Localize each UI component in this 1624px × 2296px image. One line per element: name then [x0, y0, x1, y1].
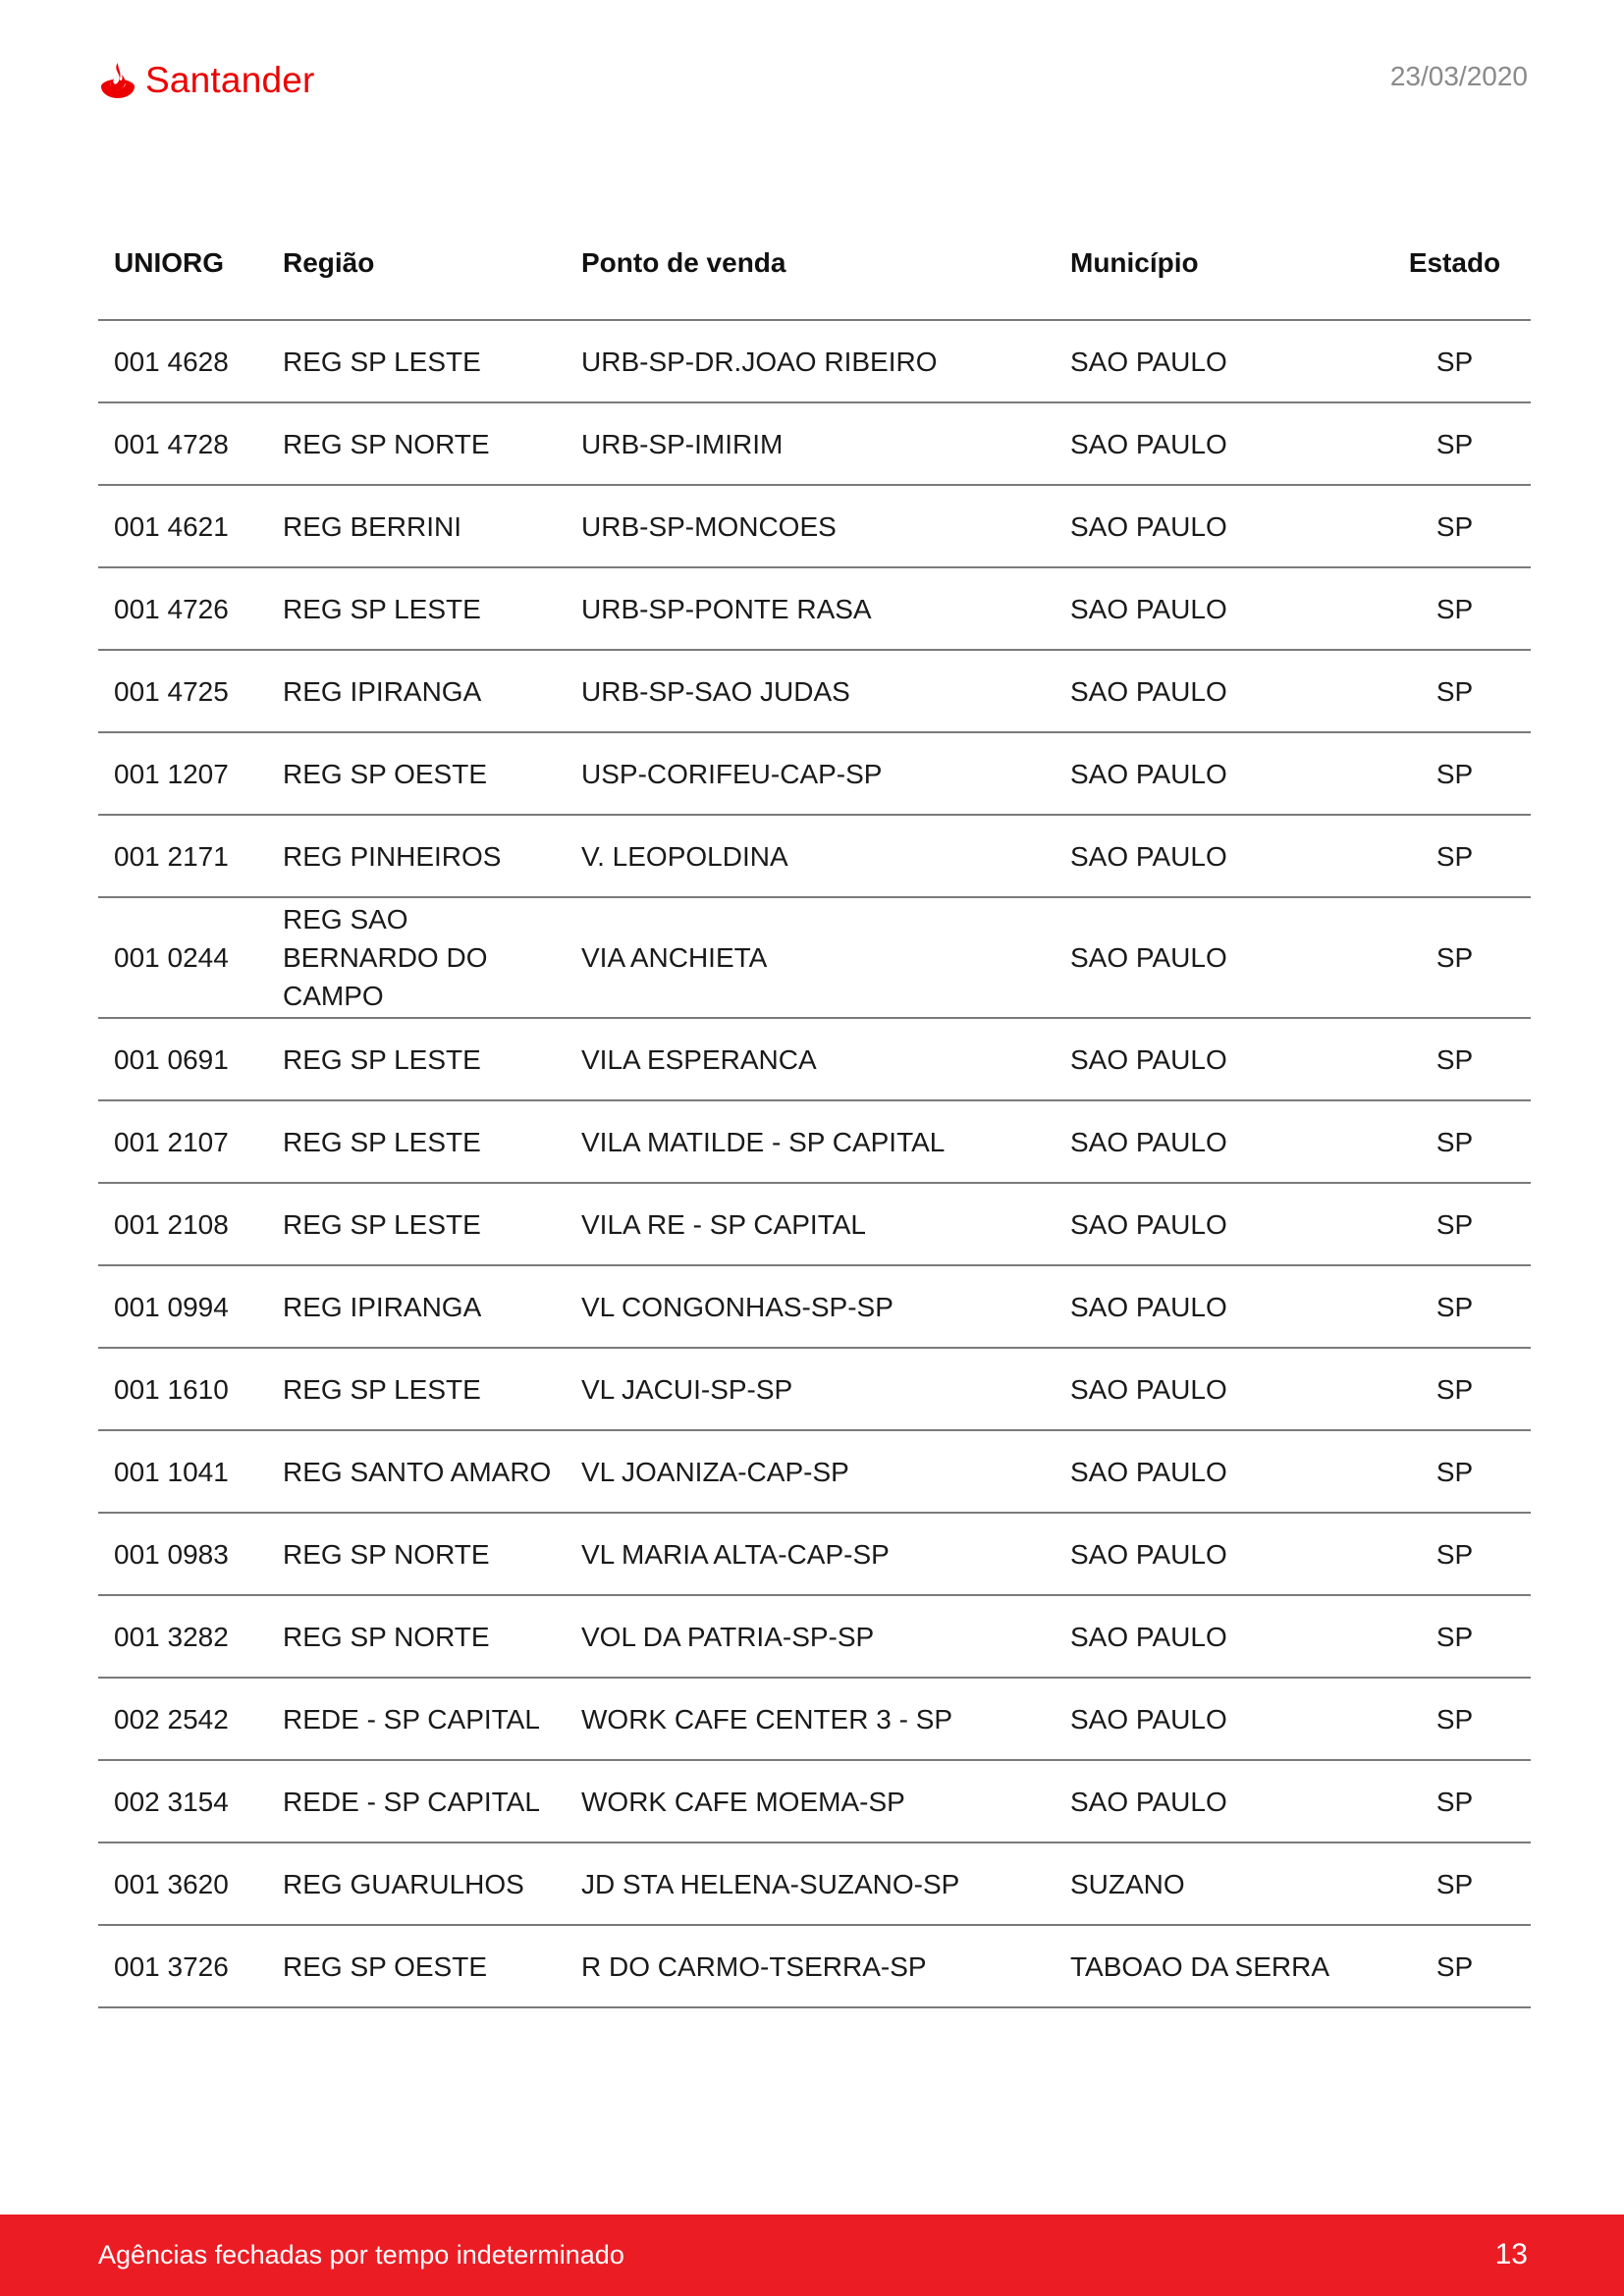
cell-ponto-de-venda: VILA RE - SP CAPITAL — [566, 1183, 1055, 1265]
cell-ponto-de-venda: VOL DA PATRIA-SP-SP — [566, 1595, 1055, 1678]
cell-uniorg: 001 1041 — [98, 1430, 267, 1513]
cell-ponto-de-venda: URB-SP-DR.JOAO RIBEIRO — [566, 320, 1055, 402]
flame-icon — [98, 61, 137, 100]
cell-ponto-de-venda: VL CONGONHAS-SP-SP — [566, 1265, 1055, 1348]
cell-ponto-de-venda: URB-SP-SAO JUDAS — [566, 650, 1055, 732]
cell-uniorg: 001 4728 — [98, 402, 267, 485]
col-header-municipio: Município — [1055, 234, 1379, 320]
table-row — [98, 1183, 1531, 1265]
cell-regiao: REG GUARULHOS — [267, 1842, 566, 1925]
cell-uniorg: 001 0983 — [98, 1513, 267, 1595]
cell-uniorg: 001 0691 — [98, 1018, 267, 1100]
cell-estado: SP — [1379, 897, 1531, 1018]
cell-uniorg: 001 2108 — [98, 1183, 267, 1265]
cell-uniorg: 001 1610 — [98, 1348, 267, 1430]
cell-municipio: SAO PAULO — [1055, 320, 1379, 402]
cell-estado: SP — [1379, 402, 1531, 485]
cell-municipio: SAO PAULO — [1055, 567, 1379, 650]
table-row — [98, 1842, 1531, 1925]
brand-logo — [98, 57, 315, 104]
cell-ponto-de-venda: R DO CARMO-TSERRA-SP — [566, 1925, 1055, 2007]
table-row — [98, 650, 1531, 732]
cell-municipio: SAO PAULO — [1055, 1430, 1379, 1513]
cell-regiao: REG SP OESTE — [267, 1925, 566, 2007]
cell-ponto-de-venda: VL JACUI-SP-SP — [566, 1348, 1055, 1430]
cell-regiao: REG PINHEIROS — [267, 815, 566, 897]
cell-ponto-de-venda: VL JOANIZA-CAP-SP — [566, 1430, 1055, 1513]
cell-ponto-de-venda: URB-SP-PONTE RASA — [566, 567, 1055, 650]
cell-regiao: REG SP OESTE — [267, 732, 566, 815]
cell-uniorg: 001 3726 — [98, 1925, 267, 2007]
cell-estado: SP — [1379, 1842, 1531, 1925]
col-header-estado: Estado — [1379, 234, 1531, 320]
cell-regiao: REDE - SP CAPITAL — [267, 1760, 566, 1842]
table-row — [98, 1430, 1531, 1513]
table-row — [98, 485, 1531, 567]
cell-uniorg: 001 3282 — [98, 1595, 267, 1678]
cell-ponto-de-venda: VL MARIA ALTA-CAP-SP — [566, 1513, 1055, 1595]
cell-ponto-de-venda: VILA ESPERANCA — [566, 1018, 1055, 1100]
cell-municipio: SAO PAULO — [1055, 1183, 1379, 1265]
cell-ponto-de-venda: JD STA HELENA-SUZANO-SP — [566, 1842, 1055, 1925]
table-row — [98, 402, 1531, 485]
cell-regiao: REG SP LESTE — [267, 567, 566, 650]
cell-estado: SP — [1379, 650, 1531, 732]
table-row — [98, 567, 1531, 650]
cell-estado: SP — [1379, 1100, 1531, 1183]
cell-regiao: REG IPIRANGA — [267, 1265, 566, 1348]
cell-municipio: SAO PAULO — [1055, 1513, 1379, 1595]
table-row — [98, 1100, 1531, 1183]
cell-regiao: REG SANTO AMARO — [267, 1430, 566, 1513]
table-row — [98, 1595, 1531, 1678]
cell-estado: SP — [1379, 567, 1531, 650]
cell-estado: SP — [1379, 1018, 1531, 1100]
cell-uniorg: 001 4725 — [98, 650, 267, 732]
cell-municipio: SAO PAULO — [1055, 1348, 1379, 1430]
cell-estado: SP — [1379, 1925, 1531, 2007]
cell-uniorg: 001 2171 — [98, 815, 267, 897]
cell-municipio: SAO PAULO — [1055, 1678, 1379, 1760]
cell-municipio: SAO PAULO — [1055, 485, 1379, 567]
footer-label: Agências fechadas por tempo indeterminado — [98, 2240, 624, 2269]
table-row — [98, 815, 1531, 897]
table-header-row — [98, 234, 1531, 320]
cell-estado: SP — [1379, 1183, 1531, 1265]
cell-regiao: REG SP LESTE — [267, 320, 566, 402]
cell-regiao: REG SP LESTE — [267, 1183, 566, 1265]
cell-uniorg: 002 2542 — [98, 1678, 267, 1760]
cell-estado: SP — [1379, 1513, 1531, 1595]
cell-estado: SP — [1379, 1678, 1531, 1760]
table-row — [98, 1678, 1531, 1760]
cell-regiao: REDE - SP CAPITAL — [267, 1678, 566, 1760]
cell-estado: SP — [1379, 1265, 1531, 1348]
cell-regiao: REG SAO BERNARDO DO CAMPO — [267, 897, 566, 1018]
cell-ponto-de-venda: VILA MATILDE - SP CAPITAL — [566, 1100, 1055, 1183]
page-number: 13 — [1494, 2238, 1528, 2270]
cell-uniorg: 001 1207 — [98, 732, 267, 815]
table-row — [98, 732, 1531, 815]
cell-estado: SP — [1379, 732, 1531, 815]
cell-municipio: SAO PAULO — [1055, 1265, 1379, 1348]
table-row — [98, 1018, 1531, 1100]
cell-uniorg: 001 4628 — [98, 320, 267, 402]
cell-municipio: SAO PAULO — [1055, 815, 1379, 897]
cell-estado: SP — [1379, 815, 1531, 897]
document-date: 23/03/2020 — [1389, 61, 1528, 91]
cell-municipio: SAO PAULO — [1055, 1760, 1379, 1842]
cell-municipio: SAO PAULO — [1055, 732, 1379, 815]
table-row — [98, 1925, 1531, 2007]
cell-municipio: TABOAO DA SERRA — [1055, 1925, 1379, 2007]
cell-ponto-de-venda: V. LEOPOLDINA — [566, 815, 1055, 897]
cell-ponto-de-venda: WORK CAFE CENTER 3 - SP — [566, 1678, 1055, 1760]
cell-uniorg: 001 0994 — [98, 1265, 267, 1348]
cell-uniorg: 001 2107 — [98, 1100, 267, 1183]
cell-uniorg: 001 0244 — [98, 897, 267, 1018]
cell-municipio: SAO PAULO — [1055, 402, 1379, 485]
cell-estado: SP — [1379, 1595, 1531, 1678]
cell-regiao: REG SP NORTE — [267, 1595, 566, 1678]
col-header-uniorg: UNIORG — [98, 234, 267, 320]
cell-municipio: SAO PAULO — [1055, 1595, 1379, 1678]
col-header-regiao: Região — [267, 234, 566, 320]
cell-estado: SP — [1379, 320, 1531, 402]
cell-regiao: REG SP LESTE — [267, 1018, 566, 1100]
cell-ponto-de-venda: URB-SP-MONCOES — [566, 485, 1055, 567]
cell-ponto-de-venda: URB-SP-IMIRIM — [566, 402, 1055, 485]
table-row — [98, 320, 1531, 402]
table-row — [98, 1760, 1531, 1842]
cell-regiao: REG BERRINI — [267, 485, 566, 567]
cell-estado: SP — [1379, 485, 1531, 567]
footer-bar — [0, 2215, 1624, 2296]
cell-ponto-de-venda: WORK CAFE MOEMA-SP — [566, 1760, 1055, 1842]
cell-regiao: REG SP LESTE — [267, 1348, 566, 1430]
cell-regiao: REG SP NORTE — [267, 1513, 566, 1595]
table-row — [98, 897, 1531, 1018]
cell-municipio: SAO PAULO — [1055, 1018, 1379, 1100]
cell-estado: SP — [1379, 1430, 1531, 1513]
cell-uniorg: 002 3154 — [98, 1760, 267, 1842]
table-row — [98, 1348, 1531, 1430]
cell-estado: SP — [1379, 1348, 1531, 1430]
cell-regiao: REG IPIRANGA — [267, 650, 566, 732]
cell-uniorg: 001 3620 — [98, 1842, 267, 1925]
table-row — [98, 1513, 1531, 1595]
cell-regiao: REG SP NORTE — [267, 402, 566, 485]
cell-municipio: SAO PAULO — [1055, 650, 1379, 732]
table-row — [98, 1265, 1531, 1348]
cell-municipio: SAO PAULO — [1055, 897, 1379, 1018]
cell-ponto-de-venda: USP-CORIFEU-CAP-SP — [566, 732, 1055, 815]
cell-municipio: SUZANO — [1055, 1842, 1379, 1925]
brand-name: Santander — [145, 60, 315, 100]
col-header-ponto-de-venda: Ponto de venda — [566, 234, 1055, 320]
cell-ponto-de-venda: VIA ANCHIETA — [566, 897, 1055, 1018]
cell-uniorg: 001 4621 — [98, 485, 267, 567]
cell-estado: SP — [1379, 1760, 1531, 1842]
agencies-table — [98, 234, 1531, 2008]
cell-uniorg: 001 4726 — [98, 567, 267, 650]
cell-regiao: REG SP LESTE — [267, 1100, 566, 1183]
cell-municipio: SAO PAULO — [1055, 1100, 1379, 1183]
